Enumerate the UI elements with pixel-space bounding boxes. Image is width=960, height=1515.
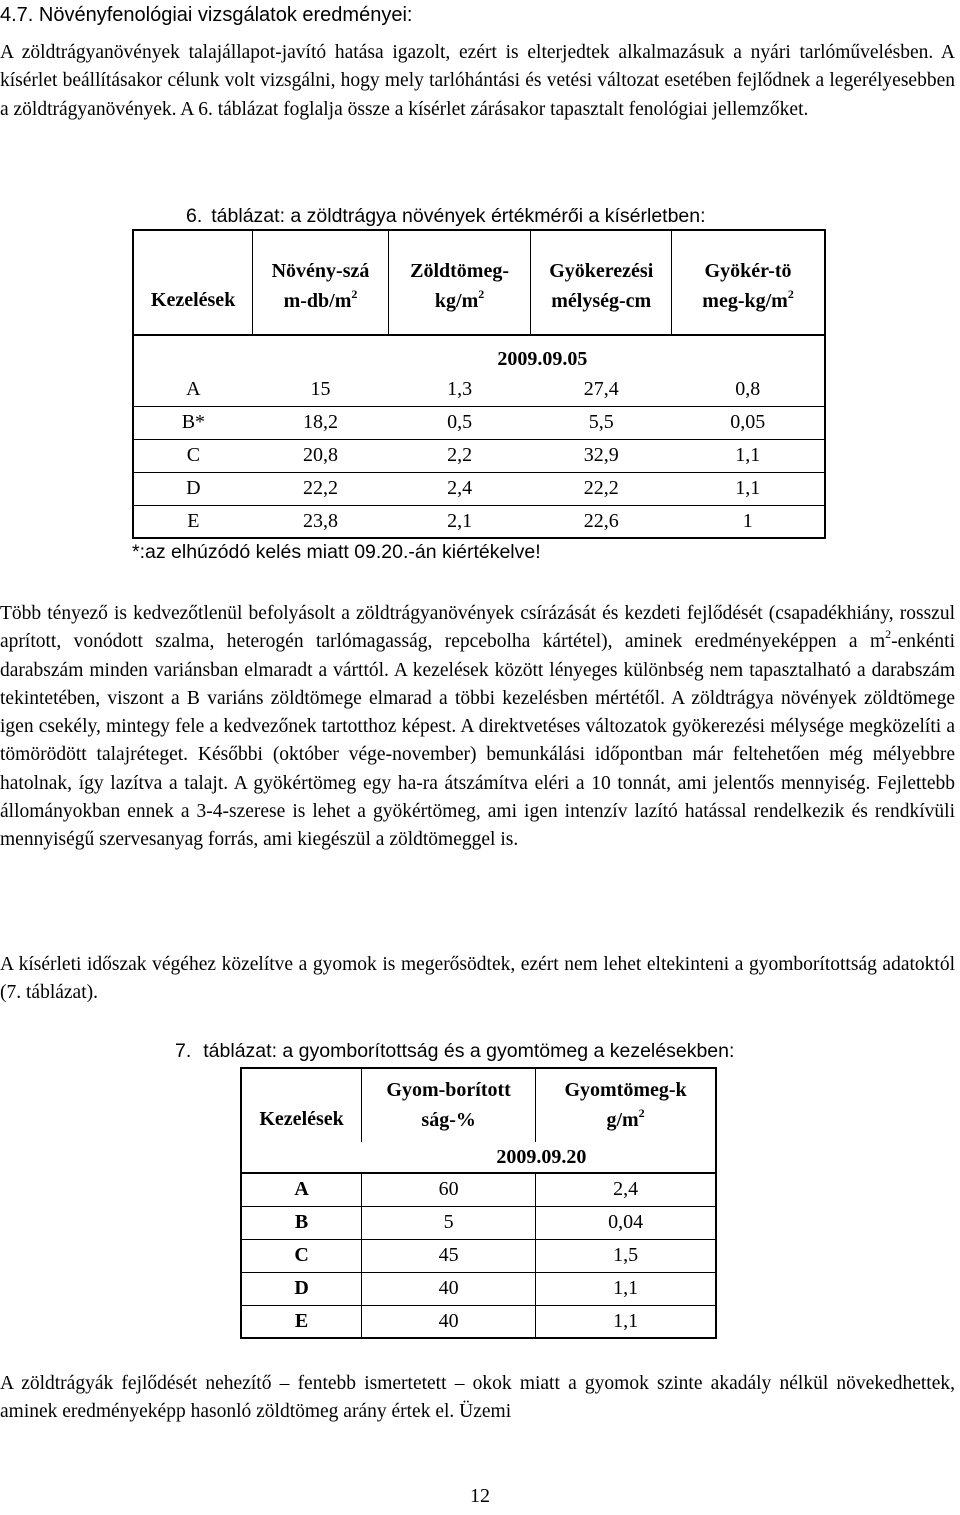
table6-row-label: B* (133, 406, 253, 439)
body-paragraph-1-sup: 2 (885, 627, 892, 642)
table6-header-col4 (672, 230, 825, 335)
table6-row-label: C (133, 439, 253, 472)
table6-row-label: A (133, 373, 253, 406)
table6-header-col3-line2: mélység-cm (551, 290, 652, 312)
table6-cell: 23,8 (253, 505, 389, 538)
table6-date-row (133, 335, 825, 373)
table6-header-col1 (253, 230, 389, 335)
table6-cell: 27,4 (531, 373, 672, 406)
table6-header-kezelesek (133, 230, 253, 335)
table6-cell: 1,1 (672, 439, 825, 472)
table6-cell: 1,3 (388, 373, 531, 406)
table7-row-label: E (241, 1305, 362, 1338)
table7-date-row (241, 1142, 716, 1173)
table7-header-col1-line2: ság-% (421, 1109, 476, 1131)
table6-cell: 0,05 (672, 406, 825, 439)
table7-date: 2009.09.20 (362, 1142, 716, 1173)
table7-header-row (241, 1068, 716, 1142)
table7-cell: 5 (362, 1206, 536, 1239)
table7-row-label: D (241, 1272, 362, 1305)
table6-header-col1-line1: Növény-szá (271, 260, 370, 282)
table7-row-label: C (241, 1239, 362, 1272)
table6-caption (186, 203, 706, 229)
table-row (133, 505, 825, 538)
table6-cell: 1 (672, 505, 825, 538)
table7-cell: 0,04 (536, 1206, 716, 1239)
body-paragraph-2: A kísérleti időszak végéhez közelítve a gyomok is megerősödtek, ezért nem lehet eltekinteni a gyomborítottság adatoktól (7. táblázat). (0, 954, 955, 1004)
table-row (241, 1272, 716, 1305)
table-row (133, 472, 825, 505)
table6-header-col2-line2: kg/m (434, 290, 479, 312)
table7-cell: 60 (362, 1173, 536, 1206)
table7-date-spacer (241, 1142, 362, 1173)
table6-header-col4-line1: Gyökér-tö (704, 260, 792, 282)
table6-cell: 22,6 (531, 505, 672, 538)
table6-cell: 2,2 (388, 439, 531, 472)
table-row (241, 1206, 716, 1239)
table6-cell: 1,1 (672, 472, 825, 505)
intro-paragraph: A zöldtrágyanövények talajállapot-javító hatása igazolt, ezért is elterjedtek alkalmazásuk a nyári tarlóművelésben. A kísérlet beállításakor célunk volt vizsgálni, hogy mely tarlóhántási és vetési változat esetében fejlődnek a legerélyesebben a zöldtrágyanövények. A 6. táblázat foglalja össze a kísérlet zárásakor tapasztalt fenológiai jellemzőket. (0, 42, 955, 120)
table6 (132, 229, 826, 539)
table6-header-col4-sup: 2 (787, 287, 794, 301)
table7-caption (175, 1038, 734, 1064)
table-row (133, 439, 825, 472)
table-row (133, 406, 825, 439)
table7-row-label: B (241, 1206, 362, 1239)
table-row (241, 1305, 716, 1338)
table7-cell: 45 (362, 1239, 536, 1272)
body-paragraph-1-part-b: -enkénti darabszám minden variánsban elmaradt a várttól. A kezelések között lényeges különbség nem tapasztalható a darabszám tekintetében, viszont a B variáns zöldtömege elmarad a többi kezelésben mértétől. A zöldtrágya növények zöldtömege igen csekély, mintegy fele a kedvezőnek tartotthoz képest. A direktvetéses változatok gyökerezési mélysége megközelíti a tömörödött talajréteget. Későbbi (október vége-november) bemunkálási időpontban már feltehetően még mélyebbre hatolnak, így lazítva a talajt. A gyökértömeg egy ha-ra átszámítva eléri a 10 tonnát, ami jelentős mennyiség. Fejlettebb állományokban ennek a 3-4-szerese is lehet a gyökértömeg, ami igen intenzív lazító hatással rendelkezik és rendkívüli mennyiségű szervesanyag forrás, ami kiegészül a zöldtömeggel is. (0, 631, 955, 851)
table6-cell: 32,9 (531, 439, 672, 472)
table7-header-col2-line2: g/m (606, 1109, 639, 1131)
table6-header-col2-sup: 2 (478, 287, 485, 301)
body-paragraph-1-part-a: Több tényező is kedvezőtlenül befolyásolt a zöldtrágyanövények csírázását és kezdeti fejlődését (csapadékhiány, rosszul aprított, vonódott szalma, heterogén tarlómagasság, repcebolha kártétel), aminek eredményeképpen a m (0, 603, 955, 653)
table7-header-col2-line1: Gyomtömeg-k (564, 1079, 687, 1101)
table6-cell: 0,5 (388, 406, 531, 439)
table6-header-col4-line2: meg-kg/m (702, 290, 788, 312)
table6-cell: 2,4 (388, 472, 531, 505)
table7 (240, 1067, 717, 1339)
table-row (241, 1173, 716, 1206)
page-number: 12 (470, 1485, 490, 1507)
table6-cell: 18,2 (253, 406, 389, 439)
table6-header-kezelesek-text: Kezelések (150, 288, 236, 311)
table6-caption-text: táblázat: a zöldtrágya növények értékmérői a kísérletben: (211, 205, 706, 227)
table7-header-col2-sup: 2 (638, 1106, 645, 1120)
table6-cell: 22,2 (253, 472, 389, 505)
table7-header-col2 (536, 1068, 716, 1142)
table6-footnote: *:az elhúzódó kelés miatt 09.20.-án kiértékelve! (132, 541, 541, 563)
table6-cell: 22,2 (531, 472, 672, 505)
table6-row-label: E (133, 505, 253, 538)
table6-date-spacer (133, 335, 253, 373)
table7-row-label: A (241, 1173, 362, 1206)
table7-header-col1 (362, 1068, 536, 1142)
table7-cell: 40 (362, 1305, 536, 1338)
table6-header-row (133, 230, 825, 335)
section-heading: 4.7. Növényfenológiai vizsgálatok eredményei: (0, 4, 413, 26)
closing-paragraph: A zöldtrágyák fejlődését nehezítő – fentebb ismertetett – okok miatt a gyomok szinte akadály nélkül növekedhettek, aminek eredményeképp hasonló zöldtömeg arány értek el. Üzemi (0, 1373, 955, 1423)
table7-cell: 40 (362, 1272, 536, 1305)
table6-header-col1-line2: m-db/m (283, 290, 352, 312)
table6-header-col3-line1: Gyökerezési (549, 260, 654, 282)
table6-header-col2-line1: Zöldtömeg- (410, 260, 509, 282)
table7-cell: 1,1 (536, 1272, 716, 1305)
table6-cell: 5,5 (531, 406, 672, 439)
table6-date: 2009.09.05 (253, 335, 825, 373)
table6-caption-number: 6. (186, 205, 203, 227)
table6-cell: 15 (253, 373, 389, 406)
table6-row-label: D (133, 472, 253, 505)
table6-cell: 2,1 (388, 505, 531, 538)
table6-header-col1-sup: 2 (351, 287, 358, 301)
table6-header-col2 (388, 230, 531, 335)
table7-header-kezelesek: Kezelések (241, 1068, 362, 1142)
body-paragraph-1 (0, 600, 955, 855)
table7-caption-text: táblázat: a gyomborítottság és a gyomtömeg a kezelésekben: (203, 1040, 735, 1062)
table6-cell: 20,8 (253, 439, 389, 472)
table6-header-col3 (531, 230, 672, 335)
table-row (133, 373, 825, 406)
table7-cell: 1,1 (536, 1305, 716, 1338)
table7-header-col1-line1: Gyom-borított (386, 1079, 511, 1101)
table7-caption-number: 7. (175, 1040, 192, 1062)
table7-cell: 1,5 (536, 1239, 716, 1272)
table6-cell: 0,8 (672, 373, 825, 406)
table-row (241, 1239, 716, 1272)
table7-cell: 2,4 (536, 1173, 716, 1206)
